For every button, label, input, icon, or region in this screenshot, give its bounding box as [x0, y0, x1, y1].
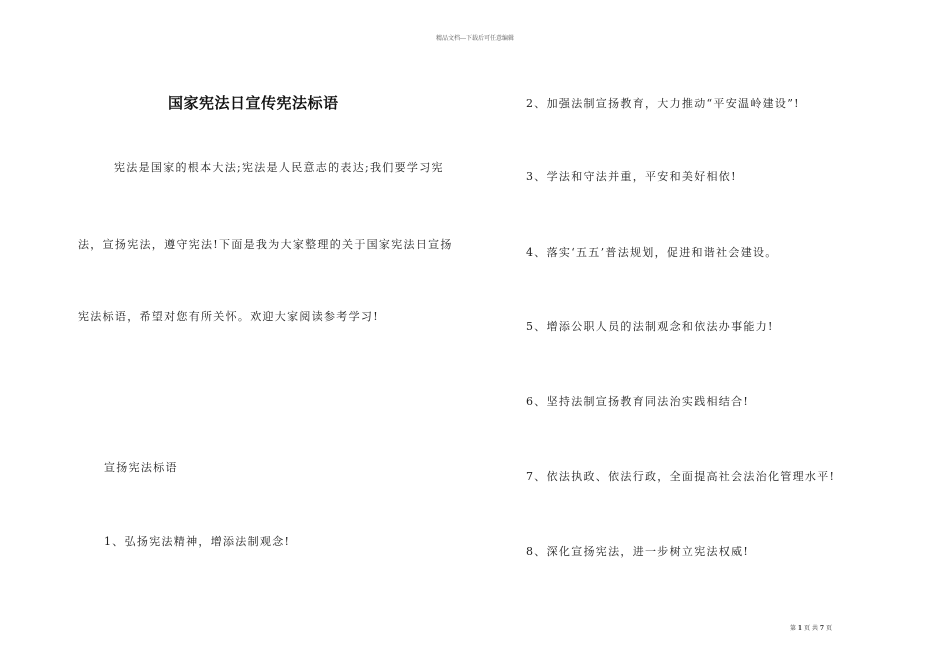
section-heading: 宣扬宪法标语: [104, 461, 178, 474]
slogan-item: 7、依法执政、依法行政，全面提高社会法治化管理水平!: [526, 470, 836, 483]
total-pages-number: 7: [819, 625, 825, 632]
slogan-item: 3、学法和守法并重，平安和美好相依!: [526, 170, 737, 183]
slogan-item: 4、落实‘五五’普法规划，促进和谐社会建设。: [526, 246, 778, 259]
slogan-item: 1、弘扬宪法精神，增添法制观念!: [104, 535, 291, 548]
footer-prefix: 第: [789, 625, 796, 632]
intro-line-3: 宪法标语，希望对您有所关怀。欢迎大家阅读参考学习!: [78, 310, 379, 323]
footer-suffix: 页: [825, 625, 832, 632]
slogan-item: 8、深化宣扬宪法，进一步树立宪法权威!: [526, 545, 750, 558]
footer-middle: 页 共: [804, 625, 818, 632]
document-title: 国家宪法日宣传宪法标语: [168, 94, 339, 112]
page-footer: [790, 623, 832, 632]
slogan-item: 6、坚持法制宣扬教育同法治实践相结合!: [526, 395, 750, 408]
slogan-item: 5、增添公职人员的法制观念和依法办事能力!: [526, 320, 774, 333]
slogan-item: 2、加强法制宣扬教育，大力推动“平安温岭建设”!: [526, 97, 800, 110]
intro-line-1: 宪法是国家的根本大法;宪法是人民意志的表达;我们要学习宪: [114, 161, 444, 174]
current-page-number: 1: [797, 625, 803, 632]
page-header: 精品文档---下载后可任意编辑: [435, 35, 515, 42]
intro-line-2: 法，宣扬宪法，遵守宪法!下面是我为大家整理的关于国家宪法日宣扬: [78, 238, 453, 251]
